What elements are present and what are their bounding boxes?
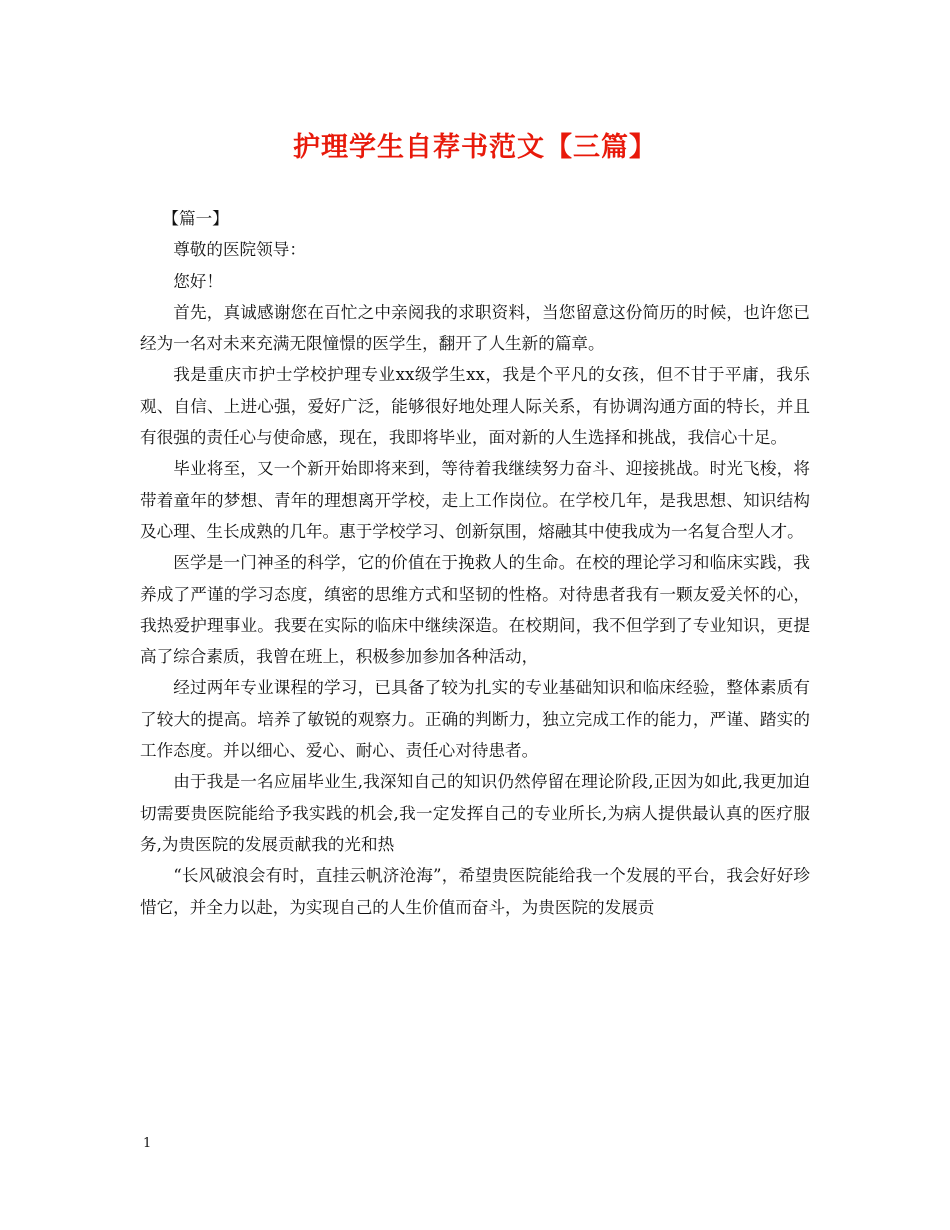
paragraph: 毕业将至，又一个新开始即将来到，等待着我继续努力奋斗、迎接挑战。时光飞梭，将带着童年的梦想、青年的理想离开学校，走上工作岗位。在学校几年，是我思想、知识结构及心理、生长成熟的几年。惠于学校学习、创新氛围，熔融其中使我成为一名复合型人才。: [140, 459, 810, 541]
paragraph: 首先，真诚感谢您在百忙之中亲阅我的求职资料，当您留意这份简历的时候，也许您已经为一名对未来充满无限憧憬的医学生，翻开了人生新的篇章。: [140, 302, 810, 354]
salutation: 尊敬的医院领导：: [173, 240, 306, 260]
document-body: [140, 203, 810, 923]
paragraph: “长风破浪会有时，直挂云帆济沧海”，希望贵医院能给我一个发展的平台，我会好好珍惜它，并全力以赴，为实现自己的人生价值而奋斗，为贵医院的发展贡: [140, 866, 810, 917]
paragraph: 医学是一门神圣的科学，它的价值在于挽救人的生命。在校的理论学习和临床实践，我养成了严谨的学习态度，缜密的思维方式和坚韧的性格。对待患者我有一颗友爱关怀的心，我热爱护理事业。我要在实际的临床中继续深造。在校期间，我不但学到了专业知识，更提高了综合素质，我曾在班上，积极参加参加各种活动，: [140, 553, 810, 667]
greeting: 您好！: [173, 271, 223, 291]
paragraph: 由于我是一名应届毕业生,我深知自己的知识仍然停留在理论阶段,正因为如此,我更加迫切需要贵医院能给予我实践的机会,我一定发挥自己的专业所长,为病人提供最认真的医疗服务,为贵医院的发展贡献我的光和热: [140, 772, 810, 854]
paragraph: 我是重庆市护士学校护理专业xx级学生xx，我是个平凡的女孩，但不甘于平庸，我乐观、自信、上进心强，爱好广泛，能够很好地处理人际关系，有协调沟通方面的特长，并且有很强的责任心与使命感，现在，我即将毕业，面对新的人生选择和挑战，我信心十足。: [140, 365, 810, 448]
document-title: 护理学生自荐书范文【三篇】: [293, 132, 657, 163]
paragraph: 经过两年专业课程的学习，已具备了较为扎实的专业基础知识和临床经验，整体素质有了较大的提高。培养了敏锐的观察力。正确的判断力，独立完成工作的能力，严谨、踏实的工作态度。并以细心、爱心、耐心、责任心对待患者。: [140, 678, 810, 761]
page-number: 1: [143, 1136, 152, 1151]
section-label: 【篇一】: [162, 209, 229, 228]
